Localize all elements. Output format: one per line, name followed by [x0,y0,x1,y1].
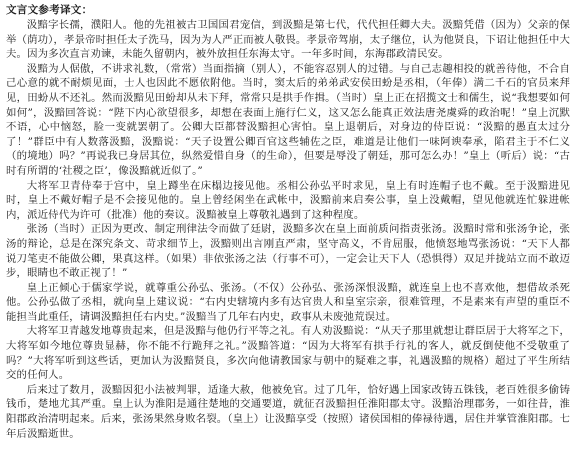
paragraph-wei-qing: 大将军卫青越发地尊贵起来，但是汲黯与他仍行平等之礼。有人劝汲黯说：“从天子那里就想让群臣居于大将军之下，大将军如今地位尊贵显赫，你不能不行跪拜之礼。”汲黯答道：“因为大将军有拱手行礼的客人，就反倒使他不受敬重了吗？”大将军听到这些话，更加认为汲黯贤良，多次向他请教国家与朝中的疑难之事，礼遇汲黯的规格）超过了平生所结交的任何人。 [6,325,570,382]
paragraph-intro: 汲黯字长孺，濮阳人。他的先祖被古卫国国君宠信，到汲黯是第七代，代代担任卿大夫。汲黯凭借（因为）父亲的保举（荫功），孝景帝时担任太子洗马，因为为人严正而被人敬畏。孝景帝驾崩，太子继位，认为他贤良，下诏让他担任中大夫。因为多次直言劝谏，未能久留朝内，被外放担任东海太守。一年多时间，东海郡政清民安。 [6,19,570,61]
paragraph-respect: 大将军卫青侍奉于宫中，皇上蹲坐在床榻边接见他。丞相公孙弘平时求见，皇上有时连帽子也不戴。至于汲黯进见时，皇上不戴好帽子是不会接见他的。皇上曾经闲坐在武帐中，汲黯前来启奏公事，皇上没戴帽，望见他就连忙躲进帐内，派近侍代为许可（批准）他的奏议。汲黯被皇上尊敬礼遇到了这种程度。 [6,179,570,221]
paragraph-right-neishi: 皇上正倾心于儒家学说，就尊重公孙弘、张汤。（不仅）公孙弘、张汤深恨汲黯，就连皇上也不喜欢他，想借故杀死他。公孙弘做了丞相，就向皇上建议说：“右内史辖境内多有达官贵人和皇室宗亲，很难管理，不是素来有声望的重臣不能担当此重任，请调汲黯担任右内史。”汲黯当了几年右内史，政事从未废弛荒误过。 [6,281,570,323]
paragraph-character: 汲黯为人倨傲，不讲求礼数，（常常）当面指摘（别人），不能容忍别人的过错。与自己志趣相投的就善待他，不合自己心意的就不耐烦见面，士人也因此不愿依附他。当时，窦太后的弟弟武安侯田蚡是丞相，（年俸）满二千石的官员来拜见，田蚡从不还礼。然而汲黯见田蚡却从未下拜，常常只是拱手作揖。（当时）皇上正在招揽文士和儒生，说“我想要如何如何”，汲黯回答说：“陛下内心欲望很多，却想在表面上施行仁义，这又怎么能真正效法唐尧虞舜的政治呢！”皇上沉默不语，心中恼怒，脸一变就罢朝了。公卿大臣都替汲黯担心害怕。皇上退朝后，对身边的侍臣说：“汲黯的愚直太过分了！”群臣中有人数落汲黯，汲黯说：“天子设置公卿百官这些辅佐之臣，难道是让他们一味阿谀奉承，陷君主于不仁义（的境地）吗？”再说我已身居其位，纵然爱惜自身（的生命），但要是辱没了朝廷，那可怎么办！”皇上（听后）说：“古时有所谓的‘社稷之臣’，像汲黯就近似了。” [6,62,570,177]
translation-document [6,4,570,441]
paragraph-huaiyang: 后来过了数月，汲黯因犯小法被判罪，适逢大赦，他被免官。过了几年，恰好遇上国家改铸五铢钱，老百姓很多偷铸钱币，楚地尤其严重。皇上认为淮阳是通往楚地的交通要道，就征召汲黯担任淮阳郡太守。汲黯治理郡务，一如往昔，淮阳郡政治清明起来。后来，张汤果然身败名裂。（皇上）让汲黯享受（按照）诸侯国相的俸禄待遇，居住并掌管淮阳郡。七年后汲黯逝世。 [6,383,570,440]
document-heading: 文言文参考译文： [6,4,93,16]
paragraph-zhang-tang: 张汤（当时）正因为更改、制定刑律法令而做了廷尉，汲黯多次在皇上面前质问指责张汤。汲黯时常和张汤争论，张汤的辩论，总是在深究条文、苛求细节上，汲黯则出言刚直严肃，坚守高义，不肯屈服，他愤怒地骂张汤说：“天下人都说刀笔吏不能做公卿，果真这样。（如果）非依张汤之法（行事不可），一定会让天下人（恐惧得）双足并拢站立而不敢迈步，眼睛也不敢正视了！” [6,223,570,280]
